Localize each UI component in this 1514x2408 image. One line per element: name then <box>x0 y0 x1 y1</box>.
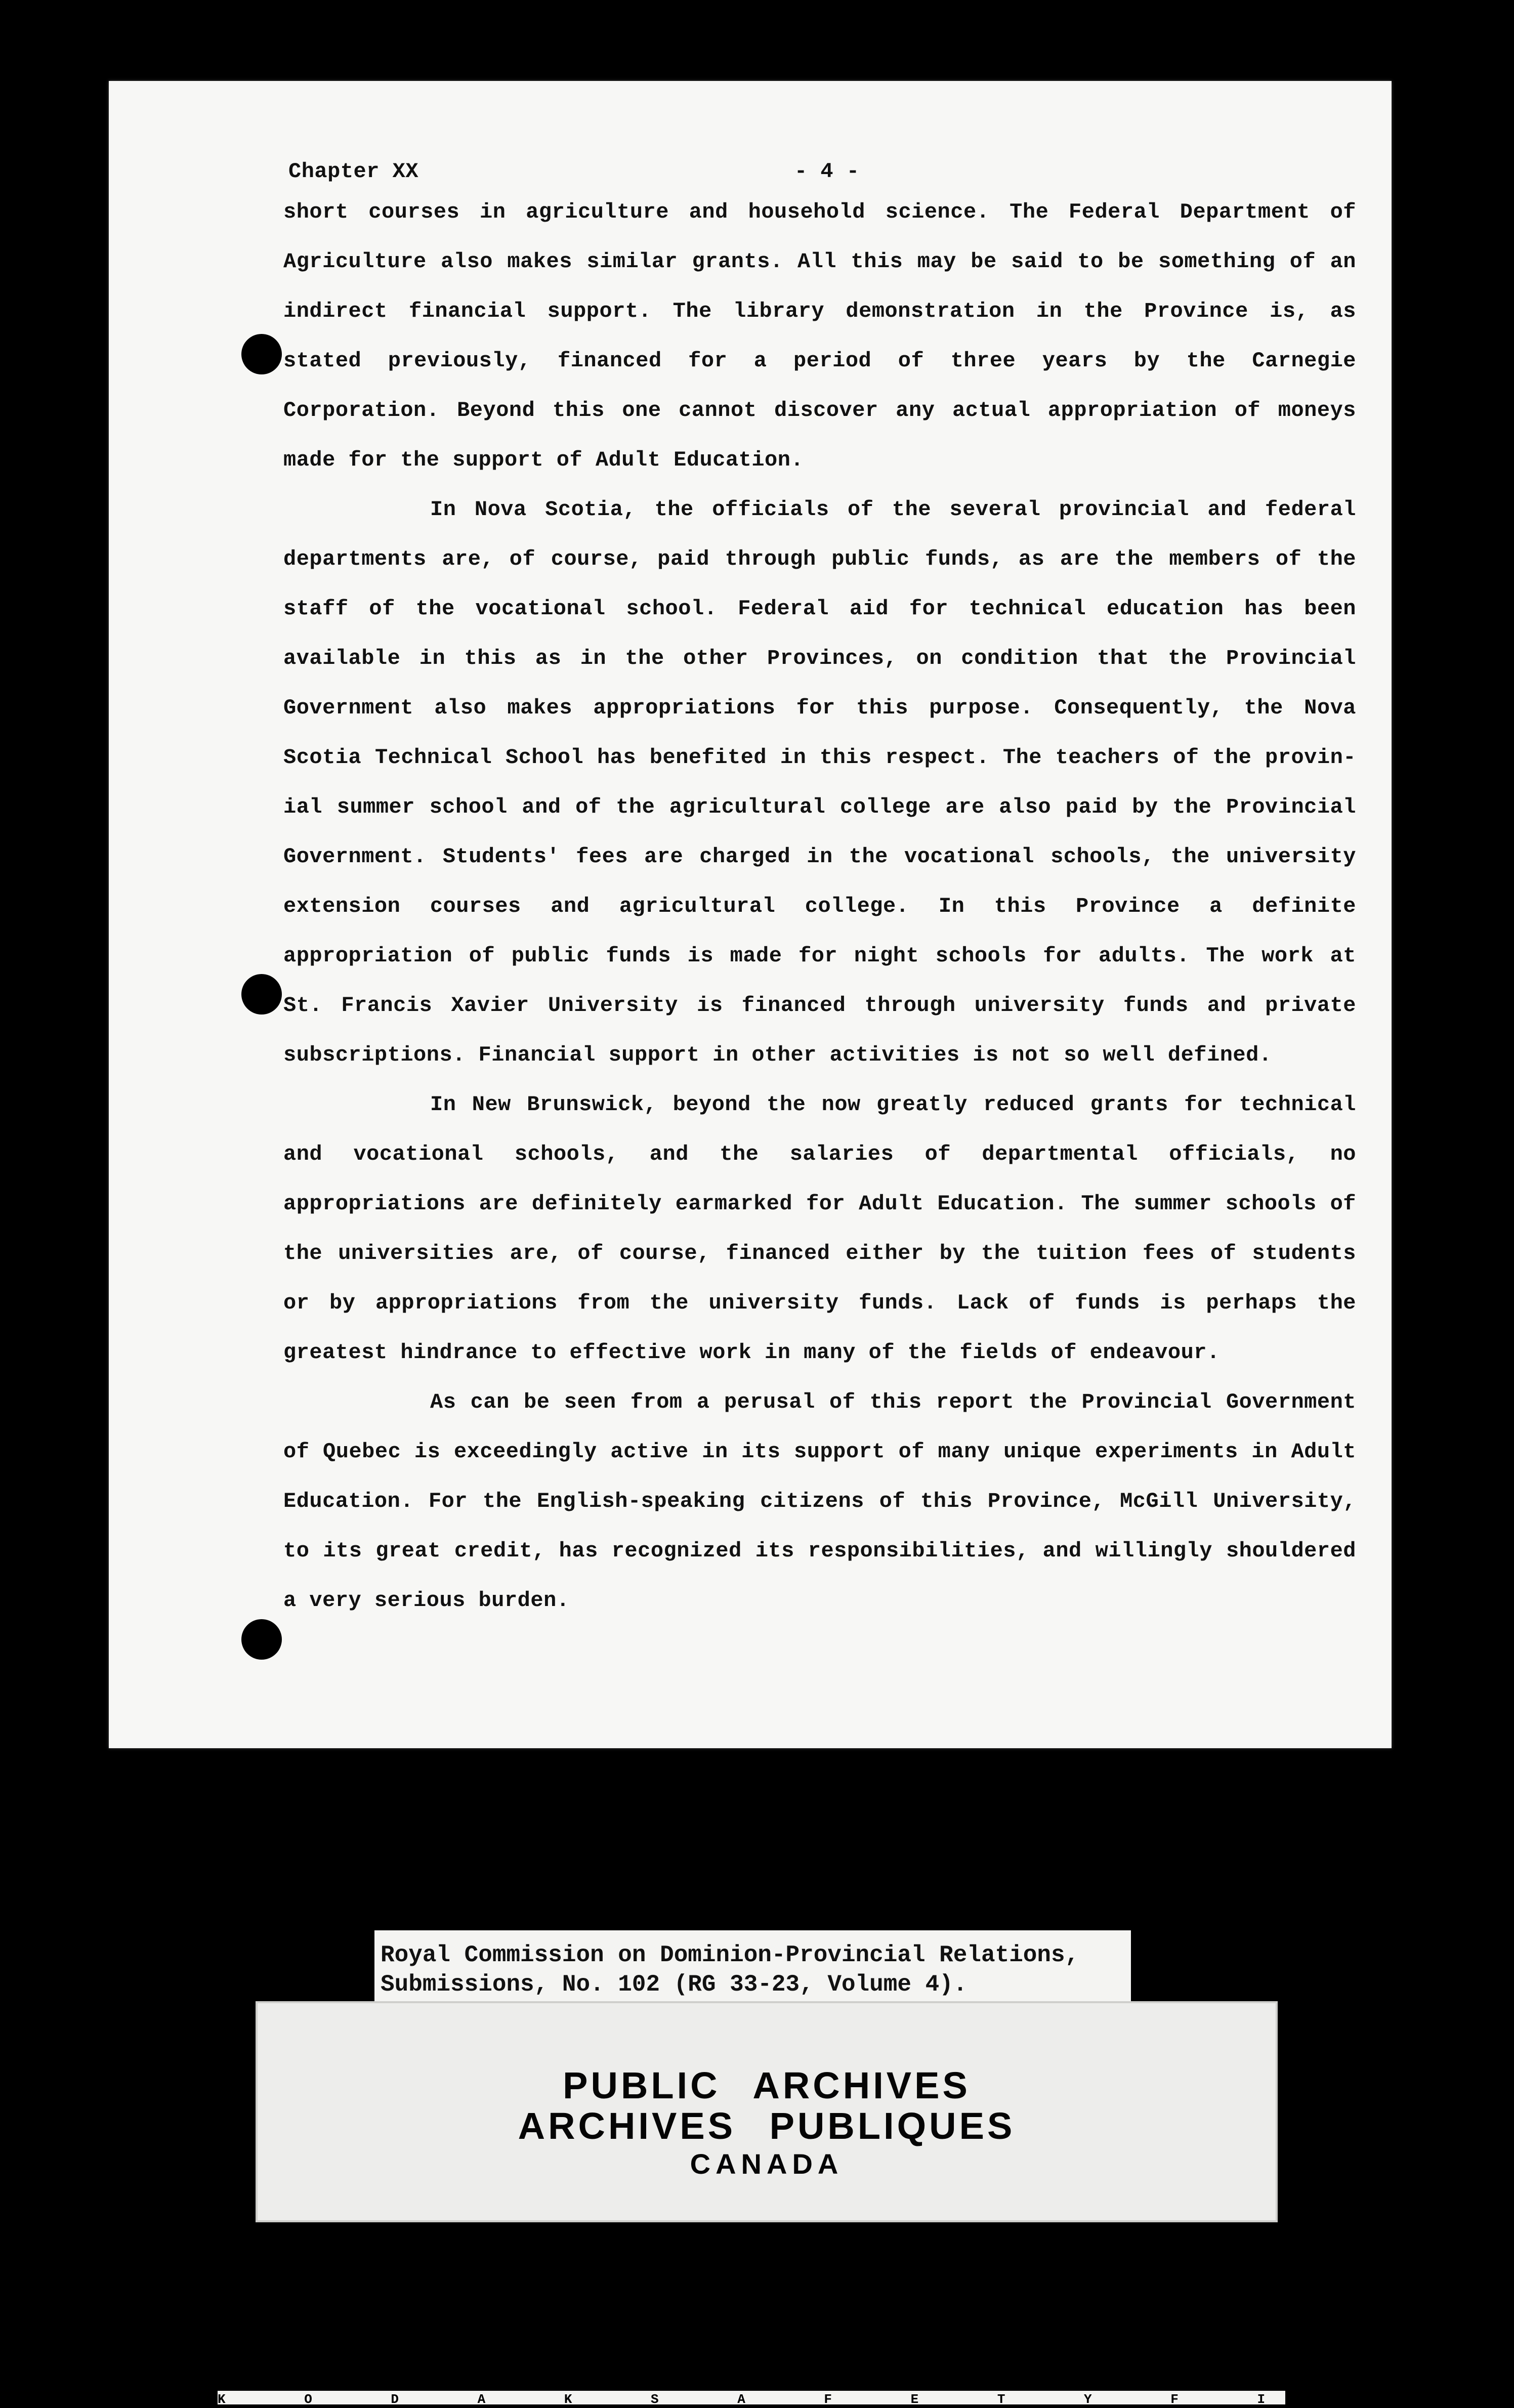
archive-label-line1: Royal Commission on Dominion-Provincial Relations, <box>381 1942 1079 1968</box>
paragraph-4: As can be seen from a perusal of this report the Provincial Government of Quebec is exceedingly active in its support of many unique experiments in Adult Education. For the English-speaking citizens of this Province, McGill University, to its great credit, has recognized its responsibilities, and willingly shouldered a very serious burden. <box>283 1390 1356 1613</box>
film-edge-text: K O D A K S A F E T Y F I L M <box>218 2392 1474 2407</box>
punch-hole <box>241 1619 282 1660</box>
paragraph-2: In Nova Scotia, the officials of the several provincial and federal departments are, of course, paid through public funds, as are the members of the staff of the vocational school. Federal aid for technical education has been available in this as in the other Provinces, on condition that the Provincial Government also makes appropriations for this purpose. Consequently, the Nova Scotia Technical School has benefited in this respect. The teachers of the provin-ial summer school and of the agricultural college are also paid by the Provincial Government. Students' fees are charged in the vocational schools, the university extension courses and agricultural college. In this Province a definite appropriation of public funds is made for night schools for adults. The work at St. Francis Xavier University is financed through university funds and private subscriptions. Financial support in other activities is not so well defined. <box>283 497 1356 1067</box>
paragraph-3: In New Brunswick, beyond the now greatly reduced grants for technical and vocational schools, and the salaries of departmental officials, no appropriations are definitely earmarked for Adult Education. The summer schools of the universities are, of course, financed either by the tuition fees of students or by appropriations from the university funds. Lack of funds is perhaps the greatest hindrance to effective work in many of the fields of endeavour. <box>283 1092 1356 1365</box>
archive-label-line2: Submissions, No. 102 (RG 33-23, Volume 4). <box>381 1971 968 1998</box>
chapter-label: Chapter XX <box>288 159 419 184</box>
stamp-line-canada: CANADA <box>690 2148 844 2180</box>
punch-hole <box>241 974 282 1015</box>
stamp-line-public-archives: PUBLIC ARCHIVES <box>563 2064 971 2106</box>
stamp-line-archives-publiques: ARCHIVES PUBLIQUES <box>518 2105 1016 2147</box>
film-edge-strip <box>218 2391 1474 2407</box>
archive-reference-label <box>374 1930 1131 2006</box>
public-archives-stamp <box>256 2001 1278 2222</box>
paragraph-1: short courses in agriculture and household science. The Federal Department of Agriculture also makes similar grants. All this may be said to be something of an indirect financial support. The library demonstration in the Province is, as stated previously, financed for a period of three years by the Carnegie Corporation. Beyond this one cannot discover any actual appropriation of moneys made for the support of Adult Education. <box>283 200 1356 472</box>
page-number: - 4 - <box>794 159 860 184</box>
punch-hole <box>241 334 282 374</box>
page-header <box>283 147 1356 184</box>
typed-text-body <box>283 147 1356 1625</box>
